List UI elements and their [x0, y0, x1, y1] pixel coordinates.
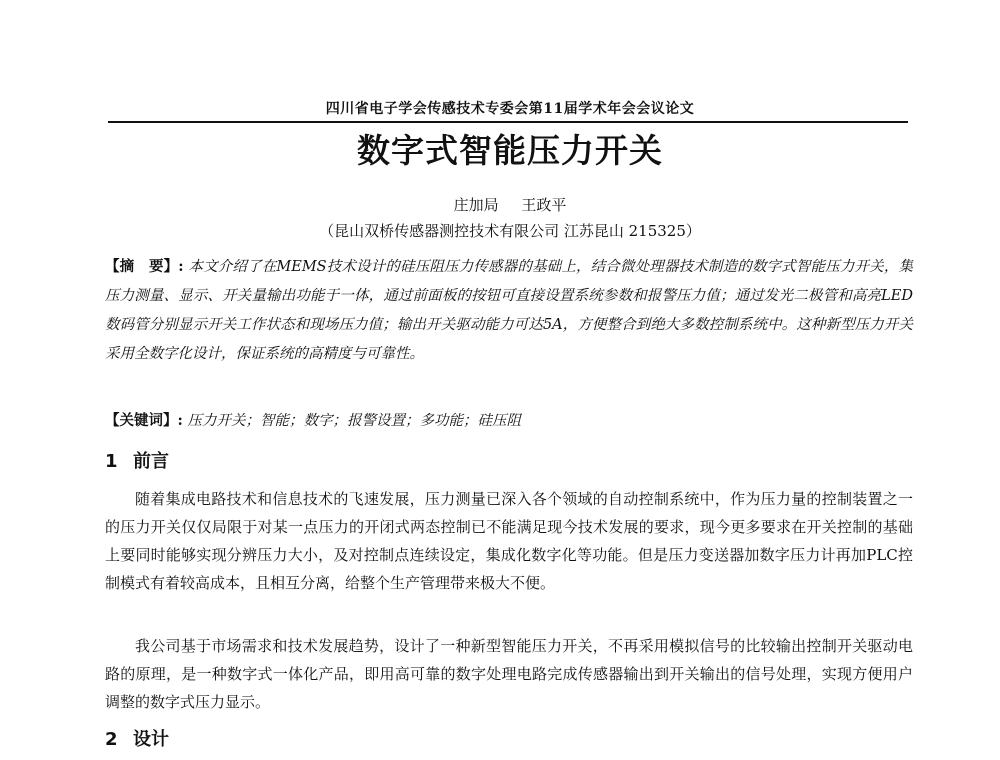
affiliation: （昆山双桥传感器测控技术有限公司 江苏昆山 215325）	[319, 222, 701, 240]
body-paragraph: 随着集成电路技术和信息技术的飞速发展，压力测量已深入各个领域的自动控制系统中，作为压力量的控制装置之一的压力开关仅仅局限于对某一点压力的开闭式两态控制已不能满足现今技术发展的要求，现今更多要求在开关控制的基础上要同时能够实现分辨压力大小，及对控制点连续设定，集成化数字化等功能。但是压力变送器加数字压力计再加PLC控制模式有着较高成本，且相互分离，给整个生产管理带来极大不便。	[105, 490, 913, 592]
section-title: 前言	[133, 451, 169, 472]
abstract-text: 本文介绍了在MEMS技术设计的硅压阻压力传感器的基础上，结合微处理器技术制造的数字式智能压力开关，集压力测量、显示、开关量输出功能于一体，通过前面板的按钮可直接设置系统参数和报警压力值；通过发光二极管和高亮LED数码管分别显示开关工作状态和现场压力值；输出开关驱动能力可达5A，方便整合到绝大多数控制系统中。这种新型压力开关采用全数字化设计，保证系统的高精度与可靠性。	[105, 259, 913, 362]
abstract-label: 【摘 要】:	[105, 258, 184, 275]
paper-title: 数字式智能压力开关	[357, 131, 663, 170]
author-name: 王政平	[521, 196, 567, 214]
section-heading-design	[105, 727, 169, 753]
section-title: 设计	[133, 729, 169, 750]
body-paragraph: 我公司基于市场需求和技术发展趋势，设计了一种新型智能压力开关，不再采用模拟信号的比较输出控制开关驱动电路的原理，是一种数字式一体化产品，即用高可靠的数字处理电路完成传感器输出到开关输出的信号处理，实现方便用户调整的数字式压力显示。	[105, 637, 913, 711]
author-name: 庄加局	[453, 196, 499, 214]
keywords	[105, 406, 913, 436]
keywords-text: 压力开关；智能；数字；报警设置；多功能；硅压阻	[187, 413, 521, 429]
abstract	[105, 252, 913, 369]
section-number: 2	[105, 729, 118, 750]
header-rule	[108, 121, 908, 123]
keywords-label: 【关键词】:	[105, 412, 183, 429]
author-list	[110, 194, 910, 216]
section-heading-introduction	[105, 449, 169, 475]
running-header: 四川省电子学会传感技术专委会第11届学术年会会议论文	[325, 101, 695, 117]
section-number: 1	[105, 451, 118, 472]
